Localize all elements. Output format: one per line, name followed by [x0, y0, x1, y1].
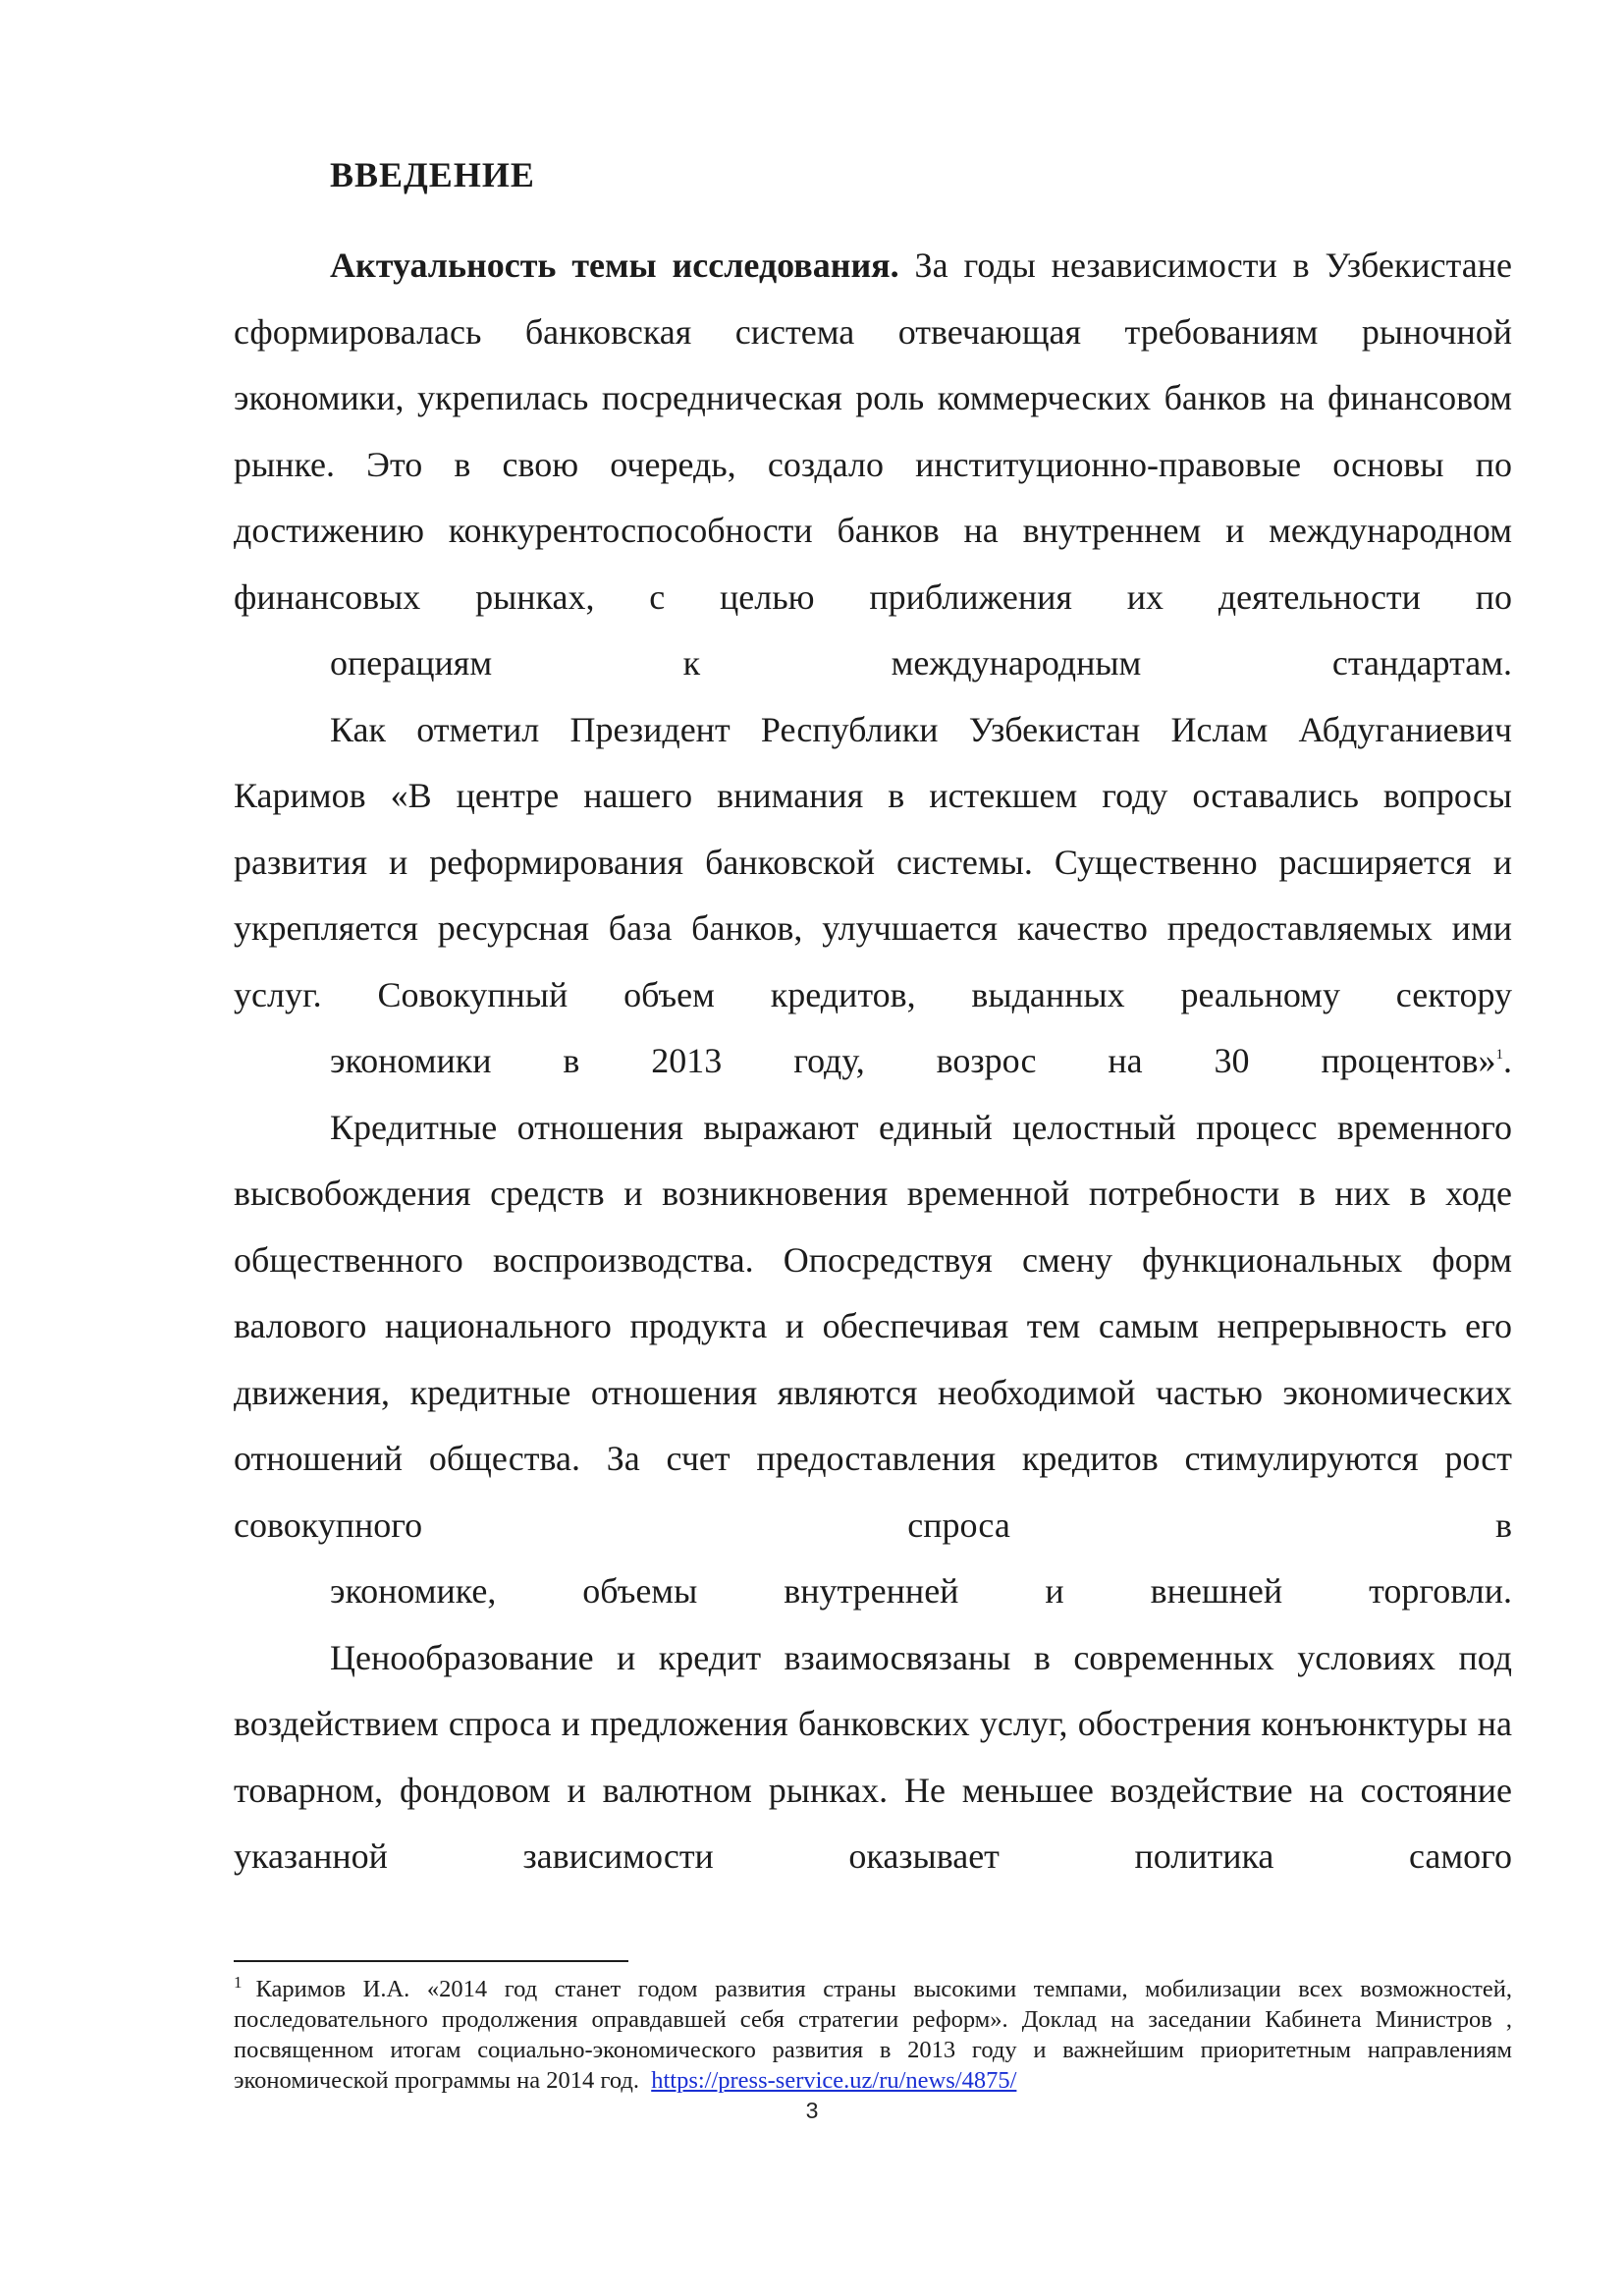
footnote: [234, 1974, 1512, 2096]
paragraph-last-line: экономике, объемы внутренней и внешней торговли.: [330, 1571, 1512, 1611]
footnote-number: 1: [234, 1973, 243, 1992]
footnote-separator: [234, 1960, 628, 1962]
footnote-reference[interactable]: 1: [1495, 1047, 1503, 1063]
paragraph-last-line: операциям к международным стандартам.: [330, 643, 1512, 683]
paragraph-last-line: [234, 1028, 1512, 1095]
footnote-text: Каримов И.А. «2014 год станет годом развития страны высокими темпами, мобилизации всех возможностей, последовательного продолжения оправдавшей себя стратегии реформ». Доклад на заседании Кабинета Министров , посвященном итогам социально-экономического развития в 2013 году и важнейшим приоритетным направлениям экономической программы на 2014 год.: [234, 1976, 1512, 2094]
page-number: 3: [805, 2098, 819, 2123]
sentence-end: .: [1503, 1041, 1512, 1080]
paragraph-pricing: [234, 1625, 1512, 1890]
paragraph-text: За годы независимости в Узбекистане сформировалась банковская система отвечающая требованиям рыночной экономики, укрепилась посредническая роль коммерческих банков на финансовом рынке. Это в свою очередь, создало институционно-правовые основы по достижению конкурентоспособности банков на внутреннем и международном финансовых рынках, с целью приближения их деятельности по: [234, 246, 1512, 617]
section-heading: ВВЕДЕНИЕ: [330, 155, 535, 194]
paragraph-text: Ценообразование и кредит взаимосвязаны в современных условиях под воздействием спроса и предложения банковских услуг, обострения конъюнктуры на товарном, фондовом и валютном рынках. Не меньшее воздействие на состояние указанной зависимости оказывает политика самого: [234, 1637, 1512, 1876]
paragraph-president-quote: [234, 697, 1512, 1095]
quote-ending: экономики в 2013 году, возрос на 30 процентов»: [330, 1041, 1496, 1080]
footnote-link[interactable]: https://press-service.uz/ru/news/4875/: [651, 2067, 1017, 2094]
paragraph-text: Кредитные отношения выражают единый целостный процесс временного высвобождения средств и возникновения временной потребности в них в ходе общественного воспроизводства. Опосредствуя смену функциональных форм валового национального продукта и обеспечивая тем самым непрерывность его движения, кредитные отношения являются необходимой частью экономических отношений общества. За счет предоставления кредитов стимулируются рост совокупного спроса в: [234, 1107, 1512, 1545]
paragraph-relevance: [234, 233, 1512, 697]
body-text: [234, 233, 1512, 1890]
paragraph-credit-relations: [234, 1095, 1512, 1625]
paragraph-lead-bold: Актуальность темы исследования.: [330, 246, 899, 285]
paragraph-text: Как отметил Президент Республики Узбекистан Ислам Абдуганиевич Каримов «В центре нашего внимания в истекшем году оставались вопросы развития и реформирования банковской системы. Существенно расширяется и укрепляется ресурсная база банков, улучшается качество предоставляемых ими услуг. Совокупный объем кредитов, выданных реальному сектору: [234, 709, 1512, 1014]
